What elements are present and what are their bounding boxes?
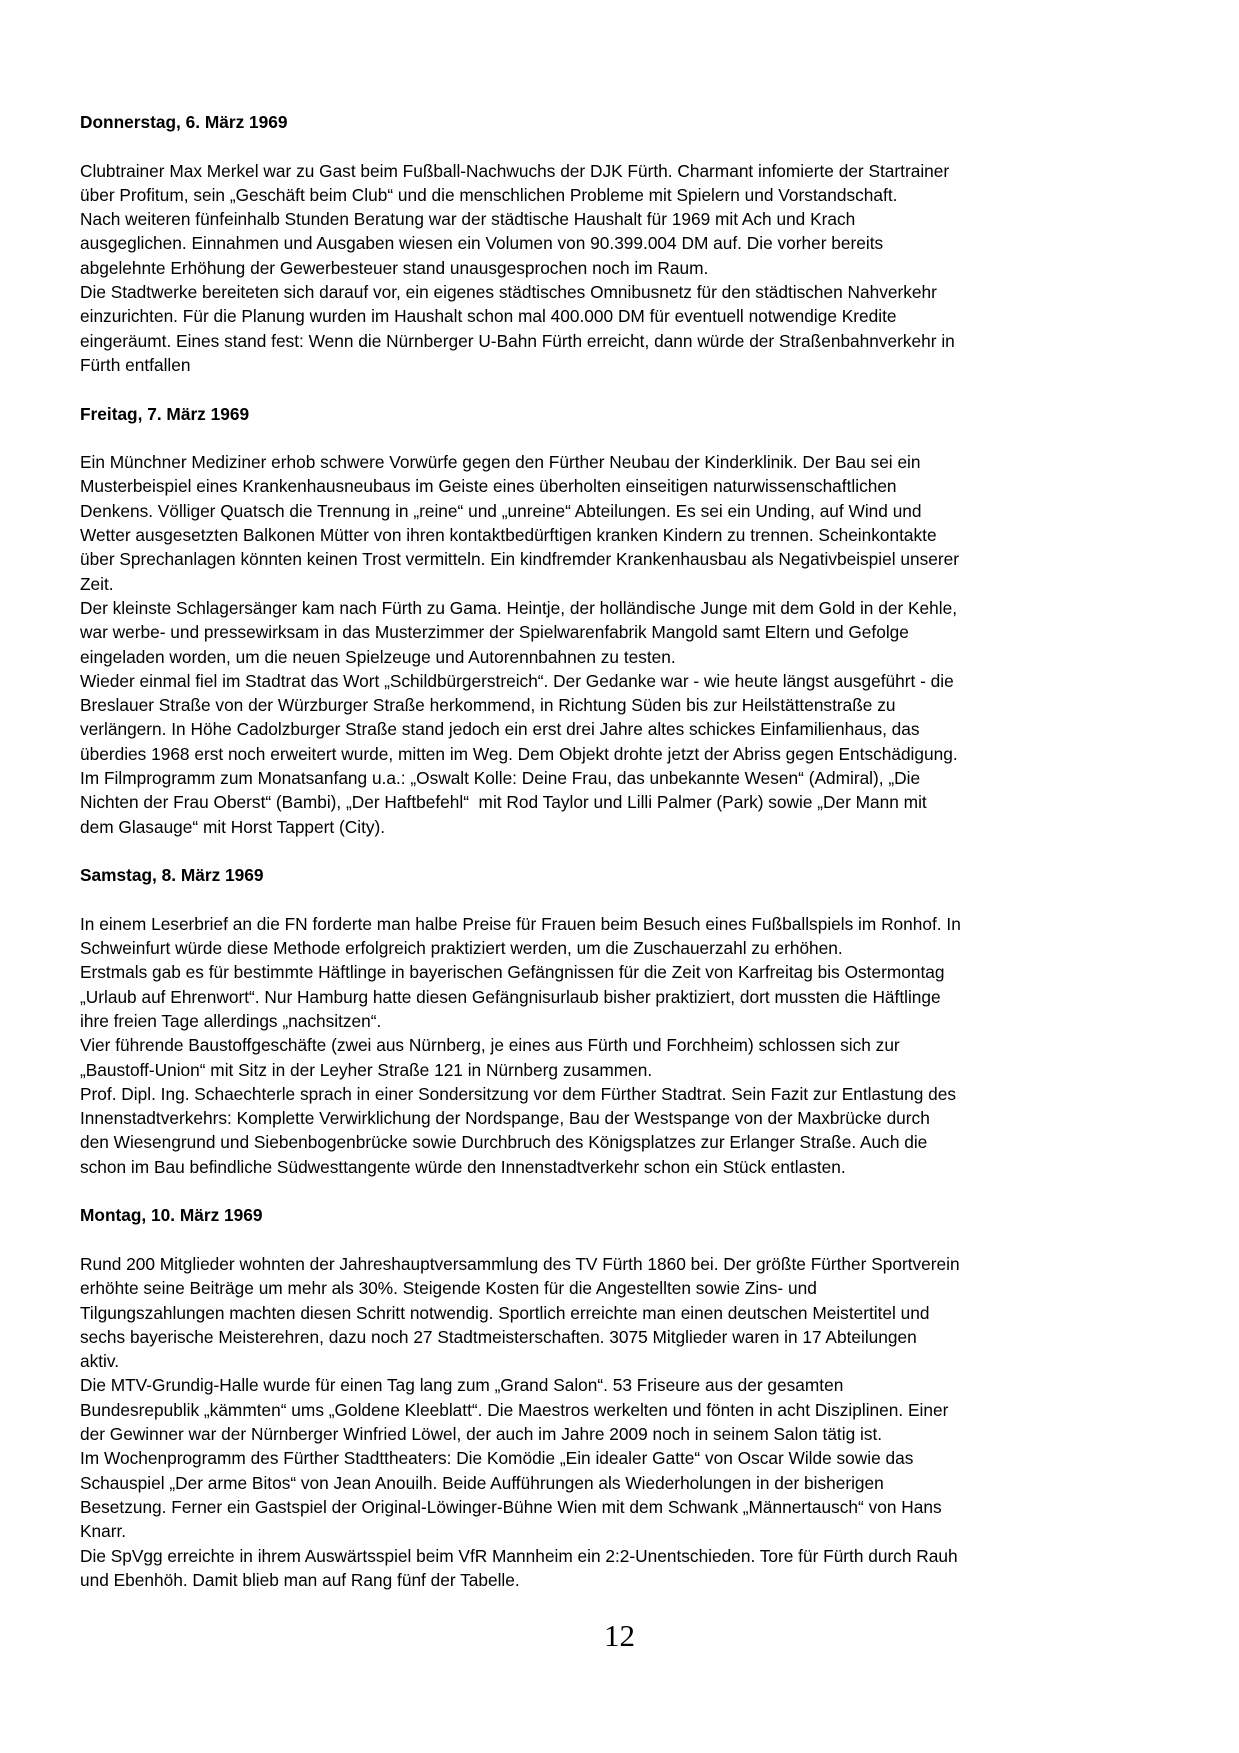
section-lines [80, 159, 1172, 378]
text-line: über Sprechanlagen könnten keinen Trost vermitteln. Ein kindfremder Krankenhausbau als Negativbeispiel unserer [80, 549, 959, 570]
text-line: Wieder einmal fiel im Stadtrat das Wort „Schildbürgerstreich“. Der Gedanke war - wie heute längst ausgeführt - die [80, 670, 954, 691]
section-heading: Montag, 10. März 1969 [80, 1205, 263, 1226]
section-heading: Donnerstag, 6. März 1969 [80, 112, 288, 132]
text-line: erhöhte seine Beiträge um mehr als 30%. Steigende Kosten für die Angestellten sowie Zins- und [80, 1278, 817, 1299]
text-line: ausgeglichen. Einnahmen und Ausgaben wiesen ein Volumen von 90.399.004 DM auf. Die vorher bereits [80, 233, 884, 254]
text-line: aktiv. [80, 1351, 120, 1372]
text-line: Besetzung. Ferner ein Gastspiel der Original-Löwinger-Bühne Wien mit dem Schwank „Männertausch“ von Hans [80, 1496, 942, 1517]
text-line: Schweinfurt würde diese Methode erfolgreich praktiziert werden, um die Zuschauerzahl zu erhöhen. [80, 938, 843, 959]
text-line: Die SpVgg erreichte in ihrem Auswärtsspiel beim VfR Mannheim ein 2:2-Unentschieden. Tore für Fürth durch Rauh [80, 1545, 958, 1566]
text-line: In einem Leserbrief an die FN forderte man halbe Preise für Frauen beim Besuch eines Fußballspiels im Ronhof. In [80, 913, 961, 934]
text-line: Rund 200 Mitglieder wohnten der Jahreshauptversammlung des TV Fürth 1860 bei. Der größte Fürther Sportverein [80, 1253, 960, 1274]
text-line: Vier führende Baustoffgeschäfte (zwei aus Nürnberg, je eines aus Fürth und Forchheim) schlossen sich zur [80, 1035, 900, 1056]
chronicle-section [80, 110, 1172, 377]
text-line: Nach weiteren fünfeinhalb Stunden Beratung war der städtische Haushalt für 1969 mit Ach und Krach [80, 209, 856, 230]
text-line: Erstmals gab es für bestimmte Häftlinge in bayerischen Gefängnissen für die Zeit von Karfreitag bis Ostermontag [80, 962, 945, 983]
text-line: Musterbeispiel eines Krankenhausneubaus im Geiste eines überholten einseitigen naturwissenschaftlichen [80, 476, 897, 497]
text-line: einzurichten. Für die Planung wurden im Haushalt schon mal 400.000 DM für eventuell notwendige Kredite [80, 306, 897, 327]
text-line: schon im Bau befindliche Südwesttangente würde den Innenstadtverkehr schon ein Stück entlasten. [80, 1156, 846, 1177]
document-body [80, 110, 1172, 1592]
text-line: „Urlaub auf Ehrenwort“. Nur Hamburg hatte diesen Gefängnisurlaub bisher praktiziert, dort mussten die Häftlinge [80, 986, 941, 1007]
text-line: und Ebenhöh. Damit blieb man auf Rang fünf der Tabelle. [80, 1569, 520, 1590]
text-line: Knarr. [80, 1521, 127, 1542]
text-line: überdies 1968 erst noch erweitert wurde, mitten im Weg. Dem Objekt drohte jetzt der Abriss gegen Entschädigung. [80, 743, 958, 764]
text-line: Breslauer Straße von der Würzburger Straße herkommend, in Richtung Süden bis zur Heilstättenstraße zu [80, 695, 896, 716]
section-heading: Samstag, 8. März 1969 [80, 865, 264, 886]
text-line: über Profitum, sein „Geschäft beim Club“ und die menschlichen Probleme mit Spielern und Vorstandschaft. [80, 184, 898, 205]
text-line: Denkens. Völliger Quatsch die Trennung in „reine“ und „unreine“ Abteilungen. Es sei ein Unding, auf Wind und [80, 500, 922, 521]
text-line: eingeräumt. Eines stand fest: Wenn die Nürnberger U-Bahn Fürth erreicht, dann würde der Straßenbahnverkehr in [80, 330, 955, 351]
chronicle-section [80, 1203, 1172, 1592]
text-line: Bundesrepublik „kämmten“ ums „Goldene Kleeblatt“. Die Maestros werkelten und fönten in acht Disziplinen. Einer [80, 1399, 949, 1420]
section-heading: Freitag, 7. März 1969 [80, 403, 250, 424]
text-line: abgelehnte Erhöhung der Gewerbesteuer stand unausgesprochen noch im Raum. [80, 257, 709, 278]
text-line: Die MTV-Grundig-Halle wurde für einen Tag lang zum „Grand Salon“. 53 Friseure aus der gesamten [80, 1375, 844, 1396]
text-line: Fürth entfallen [80, 354, 191, 375]
page-number: 12 [604, 1618, 635, 1653]
text-line: der Gewinner war der Nürnberger Winfried Löwel, der auch im Jahre 2009 noch in seinem Salon tätig ist. [80, 1424, 883, 1445]
text-line: Prof. Dipl. Ing. Schaechterle sprach in einer Sondersitzung vor dem Fürther Stadtrat. Sein Fazit zur Entlastung des [80, 1083, 957, 1104]
text-line: den Wiesengrund und Siebenbogenbrücke sowie Durchbruch des Königsplatzes zur Erlanger Straße. Auch die [80, 1132, 928, 1153]
text-line: verlängern. In Höhe Cadolzburger Straße stand jedoch ein erst drei Jahre altes schickes Einfamilienhaus, das [80, 719, 920, 740]
chronicle-section [80, 402, 1172, 839]
text-line: Zeit. [80, 573, 114, 594]
text-line: dem Glasauge“ mit Horst Tappert (City). [80, 816, 386, 837]
chronicle-section [80, 863, 1172, 1179]
text-line: Wetter ausgesetzten Balkonen Mütter von ihren kontaktbedürftigen kranken Kindern zu trennen. Scheinkontakte [80, 525, 937, 546]
text-line: eingeladen worden, um die neuen Spielzeuge und Autorennbahnen zu testen. [80, 646, 676, 667]
text-line: Innenstadtverkehrs: Komplette Verwirklichung der Nordspange, Bau der Westspange von der Maxbrücke durch [80, 1108, 930, 1129]
text-line: Die Stadtwerke bereiteten sich darauf vor, ein eigenes städtisches Omnibusnetz für den städtischen Nahverkehr [80, 282, 937, 303]
section-lines [80, 450, 1172, 839]
text-line: Der kleinste Schlagersänger kam nach Fürth zu Gama. Heintje, der holländische Junge mit dem Gold in der Kehle, [80, 597, 957, 618]
text-line: Tilgungszahlungen machten diesen Schritt notwendig. Sportlich erreichte man einen deutschen Meistertitel und [80, 1302, 930, 1323]
text-line: war werbe- und pressewirksam in das Musterzimmer der Spielwarenfabrik Mangold samt Eltern und Gefolge [80, 622, 909, 643]
text-line: Ein Münchner Mediziner erhob schwere Vorwürfe gegen den Fürther Neubau der Kinderklinik. Der Bau sei ein [80, 452, 921, 473]
text-line: Nichten der Frau Oberst“ (Bambi), „Der Haftbefehl“ mit Rod Taylor und Lilli Palmer (Park) sowie „Der Mann mit [80, 792, 927, 813]
text-line: ihre freien Tage allerdings „nachsitzen“. [80, 1010, 382, 1031]
text-line: Im Filmprogramm zum Monatsanfang u.a.: „Oswalt Kolle: Deine Frau, das unbekannte Wesen“ (Admiral), „Die [80, 768, 921, 789]
text-line: sechs bayerische Meisterehren, dazu noch 27 Stadtmeisterschaften. 3075 Mitglieder waren in 17 Abteilungen [80, 1326, 917, 1347]
text-line: Im Wochenprogramm des Fürther Stadttheaters: Die Komödie „Ein idealer Gatte“ von Oscar Wilde sowie das [80, 1448, 914, 1469]
text-line: „Baustoff-Union“ mit Sitz in der Leyher Straße 121 in Nürnberg zusammen. [80, 1059, 653, 1080]
text-line: Schauspiel „Der arme Bitos“ von Jean Anouilh. Beide Aufführungen als Wiederholungen in der bisherigen [80, 1472, 884, 1493]
section-lines [80, 912, 1172, 1179]
section-lines [80, 1252, 1172, 1592]
text-line: Clubtrainer Max Merkel war zu Gast beim Fußball-Nachwuchs der DJK Fürth. Charmant infomierte der Startrainer [80, 160, 950, 181]
